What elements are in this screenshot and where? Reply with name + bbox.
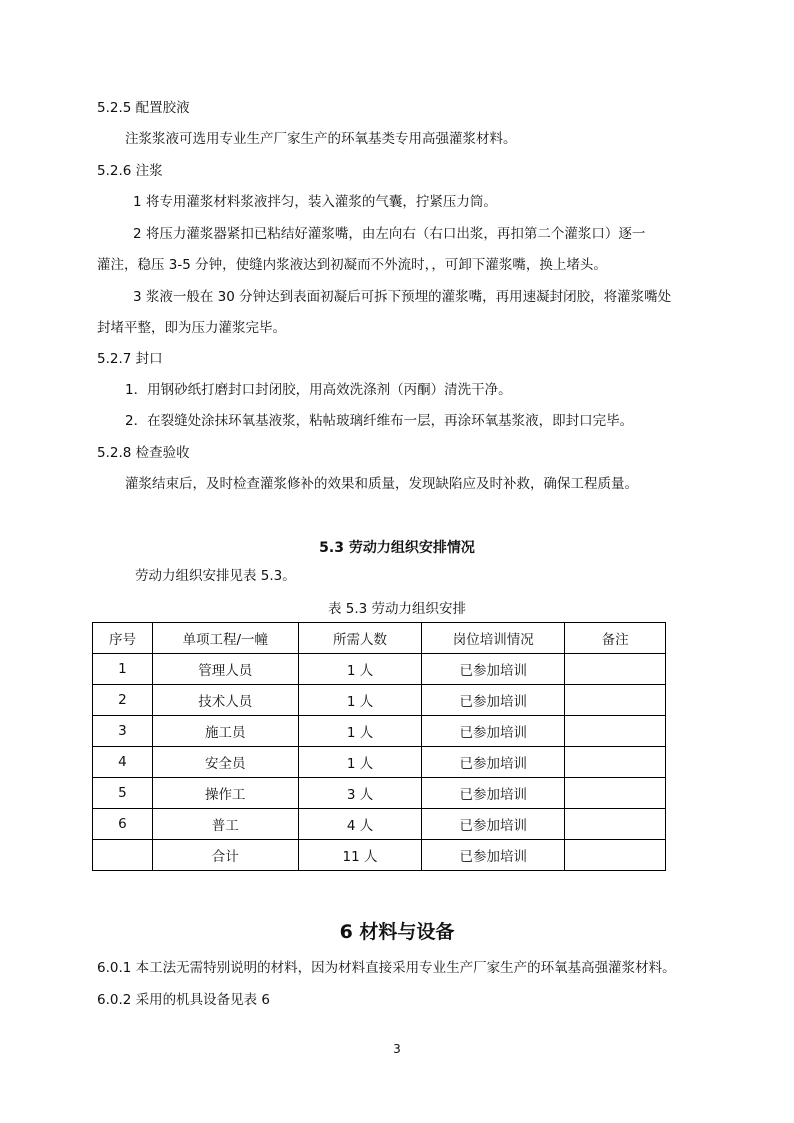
table-cell: 已参加培训: [422, 809, 565, 840]
table-cell: 已参加培训: [422, 778, 565, 809]
table-cell: 1: [93, 654, 153, 685]
table-cell: [565, 840, 666, 871]
table-cell: 已参加培训: [422, 654, 565, 685]
table-cell: 已参加培训: [422, 747, 565, 778]
section-5-2-5-body: 注浆浆液可选用专业生产厂家生产的环氧基类专用高强灌浆材料。: [125, 131, 517, 147]
section-5-2-5-title: 5.2.5 配置胶液: [97, 100, 190, 116]
table-cell: 1 人: [298, 685, 422, 716]
table-header-cell: 备注: [565, 623, 666, 654]
section-5-2-6-item-2a: 2 将压力灌浆器紧扣已粘结好灌浆嘴，由左向右（右口出浆，再扣第二个灌浆口）逐一: [133, 226, 646, 242]
table-cell: 合计: [152, 840, 298, 871]
table-row: [93, 716, 666, 747]
table-row: [93, 778, 666, 809]
section-5-2-7-title: 5.2.7 封口: [97, 351, 163, 367]
section-5-2-8-title: 5.2.8 检查验收: [97, 445, 190, 461]
table-cell: 5: [93, 778, 153, 809]
table-cell: 4 人: [298, 809, 422, 840]
table-header-row: [93, 623, 666, 654]
section-5-2-6-item-2b: 灌注，稳压 3-5 分钟，使缝内浆液达到初凝而不外流时，，可卸下灌浆嘴，换上堵头。: [97, 257, 607, 273]
section-5-2-6-item-3b: 封堵平整，即为压力灌浆完毕。: [97, 320, 286, 336]
table-row: [93, 809, 666, 840]
table-cell: 1 人: [298, 716, 422, 747]
table-cell: [565, 685, 666, 716]
table-cell: 3 人: [298, 778, 422, 809]
table-cell: 已参加培训: [422, 840, 565, 871]
table-cell: [565, 654, 666, 685]
table-cell: 6: [93, 809, 153, 840]
section-5-2-6-item-1: 1 将专用灌浆材料浆液拌匀，装入灌浆的气囊，拧紧压力筒。: [133, 194, 497, 210]
table-row: [93, 685, 666, 716]
table-row: [93, 654, 666, 685]
table-cell: 3: [93, 716, 153, 747]
table-caption: 表 5.3 劳动力组织安排: [327, 601, 467, 617]
table-cell: 1 人: [298, 654, 422, 685]
section-6-0-2: 6.0.2 采用的机具设备见表 6: [97, 992, 271, 1008]
chapter-6-heading: 6 材料与设备: [339, 921, 455, 943]
table-cell: 安全员: [152, 747, 298, 778]
page-number: 3: [393, 1042, 401, 1056]
table-total-row: [93, 840, 666, 871]
table-cell: 操作工: [152, 778, 298, 809]
table-cell: [565, 778, 666, 809]
section-6-0-1: 6.0.1 本工法无需特别说明的材料，因为材料直接采用专业生产厂家生产的环氧基高强灌浆材料。: [97, 960, 676, 976]
table-cell: 11 人: [298, 840, 422, 871]
section-5-3-body: 劳动力组织安排见表 5.3。: [135, 568, 296, 584]
table-header-cell: 单项工程/一幢: [152, 623, 298, 654]
table-header-cell: 所需人数: [298, 623, 422, 654]
table-cell: [565, 716, 666, 747]
table-cell: 已参加培训: [422, 685, 565, 716]
section-5-2-8-body: 灌浆结束后，及时检查灌浆修补的效果和质量，发现缺陷应及时补救，确保工程质量。: [125, 476, 638, 492]
table-cell: [93, 840, 153, 871]
table-cell: 2: [93, 685, 153, 716]
table-cell: 技术人员: [152, 685, 298, 716]
table-header-cell: 序号: [93, 623, 153, 654]
section-5-2-7-item-1: 1．用钢砂纸打磨封口封闭胶，用高效洗涤剂（丙酮）清洗干净。: [125, 382, 512, 398]
table-cell: 1 人: [298, 747, 422, 778]
table-cell: [565, 747, 666, 778]
table-cell: [565, 809, 666, 840]
table-cell: 施工员: [152, 716, 298, 747]
table-row: [93, 747, 666, 778]
section-5-2-7-item-2: 2．在裂缝处涂抹环氧基液浆，粘帖玻璃纤维布一层，再涂环氧基浆液，即封口完毕。: [125, 413, 634, 429]
section-5-2-6-item-3a: 3 浆液一般在 30 分钟达到表面初凝后可拆下预埋的灌浆嘴，再用速凝封闭胶，将灌浆嘴处: [133, 289, 672, 305]
table-cell: 管理人员: [152, 654, 298, 685]
labor-table: [92, 622, 666, 871]
section-5-3-heading: 5.3 劳动力组织安排情况: [319, 540, 475, 556]
section-5-2-6-title: 5.2.6 注浆: [97, 163, 163, 179]
table-cell: 4: [93, 747, 153, 778]
table-cell: 已参加培训: [422, 716, 565, 747]
table-cell: 普工: [152, 809, 298, 840]
table-header-cell: 岗位培训情况: [422, 623, 565, 654]
